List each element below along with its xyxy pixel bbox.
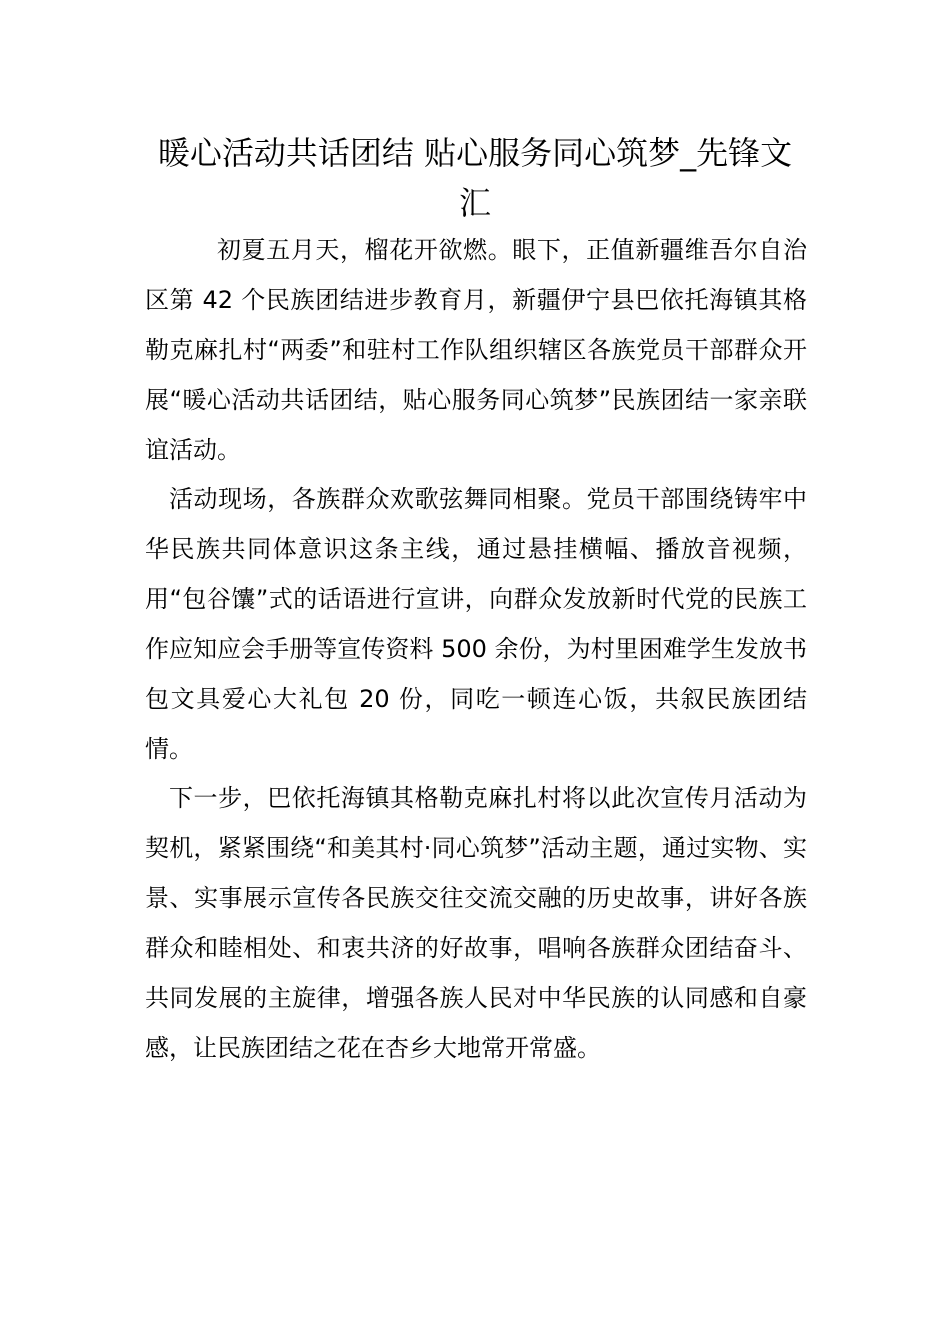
document-title: 暖心活动共话团结 贴心服务同心筑梦_先锋文汇 bbox=[157, 134, 793, 222]
paragraph-next-step: 下一步，巴依托海镇其格勒克麻扎村将以此次宣传月活动为契机，紧紧围绕“和美其村·同心筑梦”活动主题，通过实物、实景、实事展示宣传各民族交往交流交融的历史故事，讲好各族群众和睦相处、和衷共济的好故事，唱响各族群众团结奋斗、共同发展的主旋律，增强各族人民对中华民族的认同感和自豪感，让民族团结之花在杏乡大地常开常盛。 bbox=[145, 784, 807, 1062]
paragraph-activity: 活动现场，各族群众欢歌弦舞同相聚。党员干部围绕铸牢中华民族共同体意识这条主线，通过悬挂横幅、播放音视频，用“包谷馕”式的话语进行宣讲，向群众发放新时代党的民族工作应知应会手册等宣传资料 500 余份，为村里困难学生发放书包文具爱心大礼包 20 份，同吃一顿连心饭，共叙民族团结情。 bbox=[145, 485, 807, 763]
paragraph-intro: 初夏五月天，榴花开欲燃。眼下，正值新疆维吾尔自治区第 42 个民族团结进步教育月，新疆伊宁县巴依托海镇其格勒克麻扎村“两委”和驻村工作队组织辖区各族党员干部群众开展“暖心活动共话团结，贴心服务同心筑梦”民族团结一家亲联谊活动。 bbox=[145, 236, 807, 464]
